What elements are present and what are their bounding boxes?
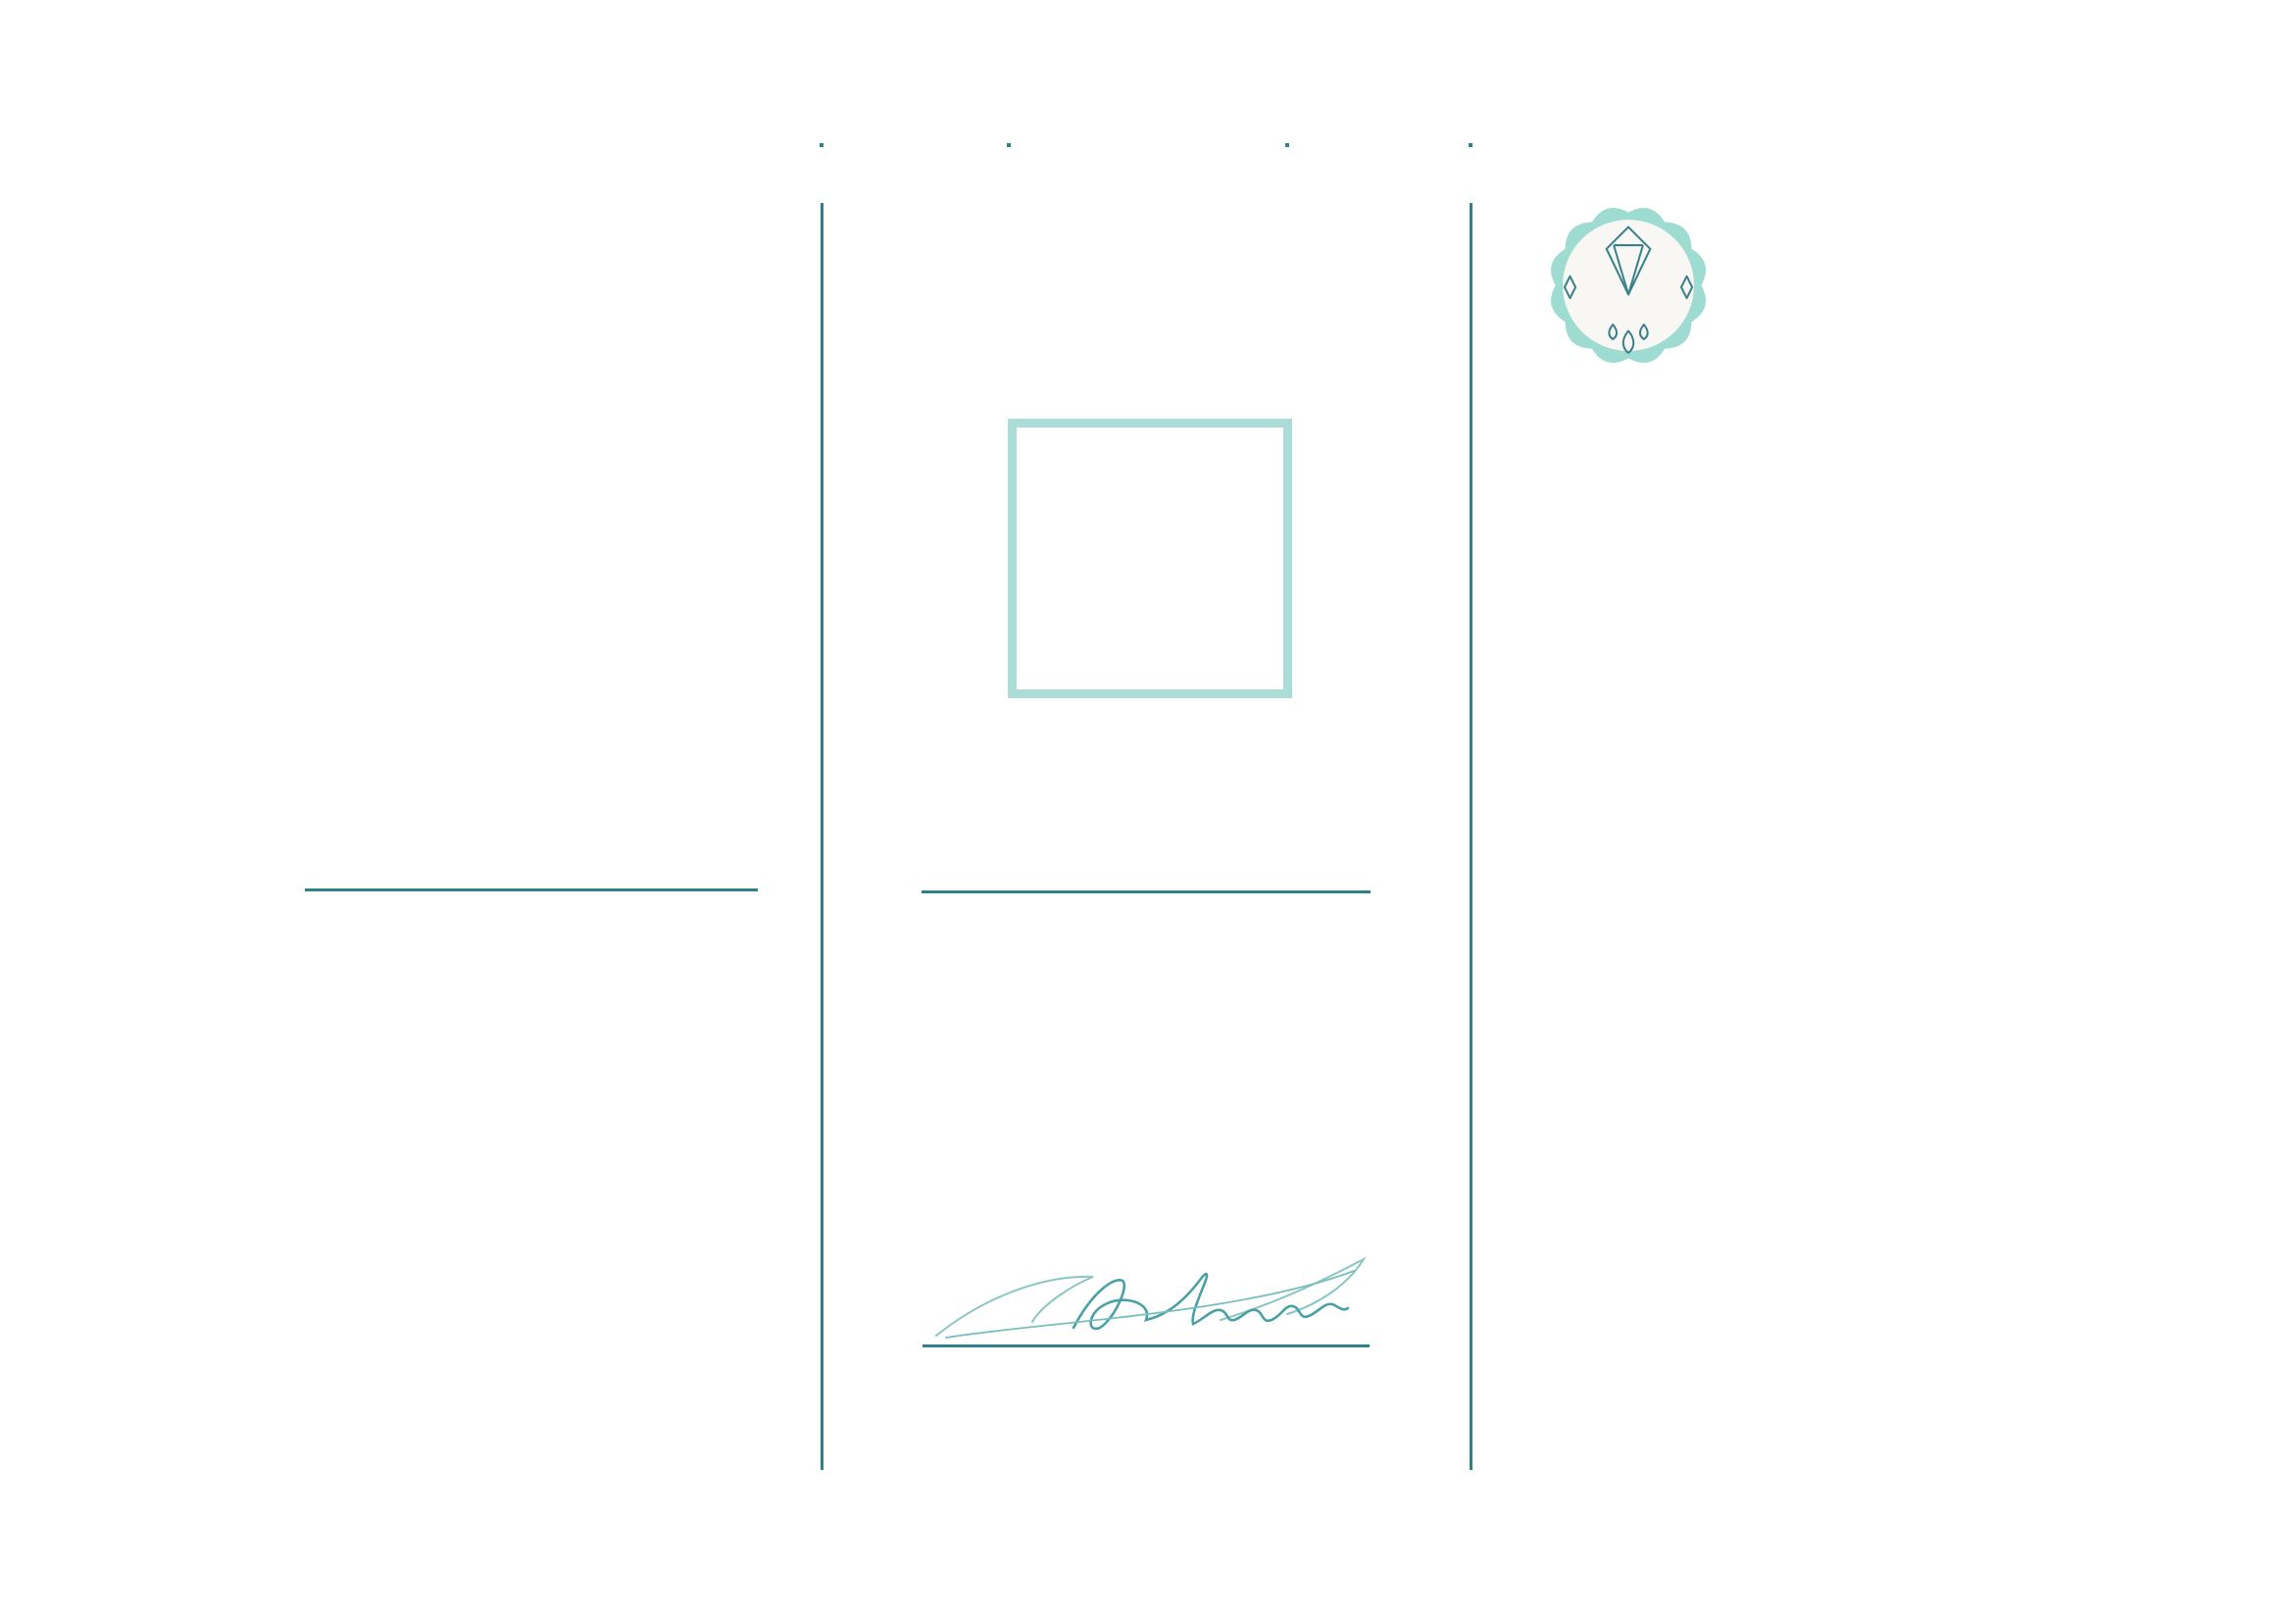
gemstone-photo [1008,419,1292,698]
registration-dot [820,143,824,147]
signature-icon [926,1251,1370,1345]
barcode [330,1324,732,1365]
column-divider [1470,203,1472,1470]
origin-divider [922,890,1371,893]
registration-dot [1007,143,1011,147]
comments-divider [305,888,758,891]
gemlab-logo-badge [1537,194,1720,377]
registration-dot [1285,143,1289,147]
signature-divider [923,1344,1370,1347]
qr-code-icon [1079,1098,1217,1236]
gemstones-image [1017,428,1283,689]
barcode-icon [330,1324,732,1359]
column-divider [821,203,824,1470]
registration-dot [1469,143,1472,147]
